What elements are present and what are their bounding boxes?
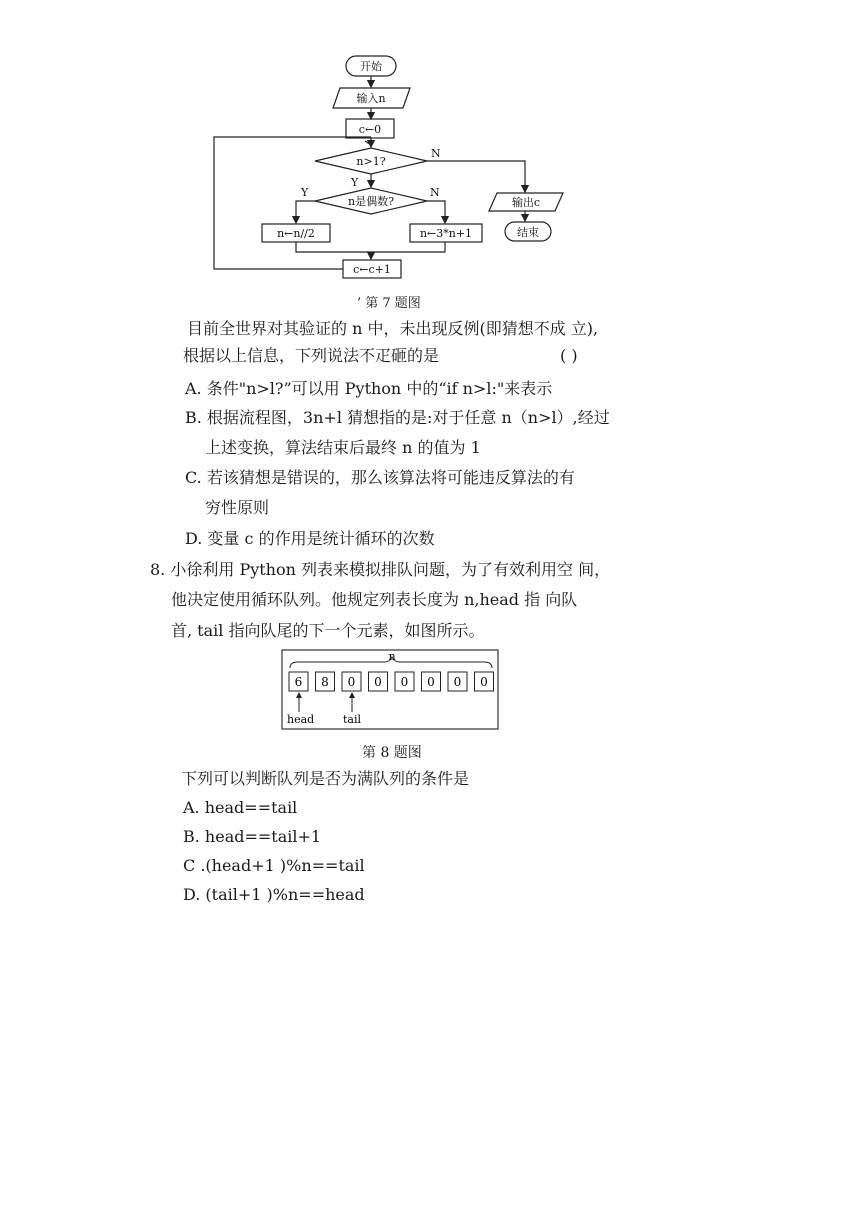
output-label: 输出c [511,196,541,209]
input-label: 输入n [356,92,386,105]
flowchart-figure [205,45,585,290]
odd-op-label: n←3*n+1 [419,227,473,240]
inc-label: c←c+1 [353,263,391,276]
q7-option-b-line1: B. 根据流程图，3n+l 猜想指的是:对于任意 n（n>l）,经过 [185,408,610,427]
q8-option-a: A. head==tail [183,798,298,817]
queue-cell-value: 6 [294,675,303,689]
q8-stem-line3: 首, tail 指向队尾的下一个元素，如图所示。 [171,621,485,640]
queue-cell-value: 0 [453,675,462,689]
start-label: 开始 [360,60,382,73]
queue-n-label: n [388,650,396,663]
q7-option-c-line1: C. 若该猜想是错误的，那么该算法将可能违反算法的有 [185,468,575,487]
q7-stem-line2: 根据以上信息，下列说法不疋砸的是 [183,346,440,365]
cond2-no-label: N [430,186,440,199]
q7-option-b-line2: 上述变换，算法结束后最终 n 的值为 1 [205,438,481,457]
queue-cell-value: 8 [321,675,329,689]
q7-option-a: A. 条件"n>l?”可以用 Python 中的“if n>l:"来表示 [185,379,553,398]
q7-option-d: D. 变量 c 的作用是统计循环的次数 [185,529,435,548]
q8-option-b: B. head==tail+1 [183,827,322,846]
q7-stem-line1: 目前全世界对其验证的 n 中，未出现反例(即猜想不成 立), [187,319,599,338]
q8-option-c: C .(head+1 )%n==tail [183,856,365,875]
queue-cell-value: 0 [400,675,409,689]
q8-stem-line1: 8. 小徐利用 Python 列表来模拟排队问题，为了有效利用空 间， [150,560,611,579]
queue-tail-label: tail [343,713,362,726]
cond2-label: n是偶数? [348,195,394,208]
queue-cell-value: 0 [347,675,356,689]
q8-question: 下列可以判断队列是否为满队列的条件是 [181,769,470,788]
queue-cell-value: 0 [480,675,488,689]
q7-answer-paren: ( ) [560,346,578,365]
queue-head-label: head [287,713,315,726]
cond1-no-label: N [431,147,441,160]
queue-cell-value: 0 [427,675,435,689]
figure8-caption: 第 8 题图 [362,745,422,761]
queue-figure [280,648,502,734]
queue-cell-value: 0 [374,675,382,689]
q8-stem-line2: 他决定使用循环队列。他规定列表长度为 n,head 指 向队 [171,590,578,609]
even-op-label: n←n//2 [277,227,315,240]
cond2-yes-label: Y [301,186,309,199]
queue-cells [289,672,494,691]
q8-option-d: D. (tail+1 )%n==head [183,885,365,904]
end-label: 结束 [517,226,539,239]
figure7-caption: ’ 第 7 题图 [357,296,421,311]
init-label: c←0 [358,123,382,136]
cond1-yes-label: Y [351,176,359,189]
q7-option-c-line2: 穷性原则 [205,498,270,517]
cond1-label: n>1? [356,155,386,168]
